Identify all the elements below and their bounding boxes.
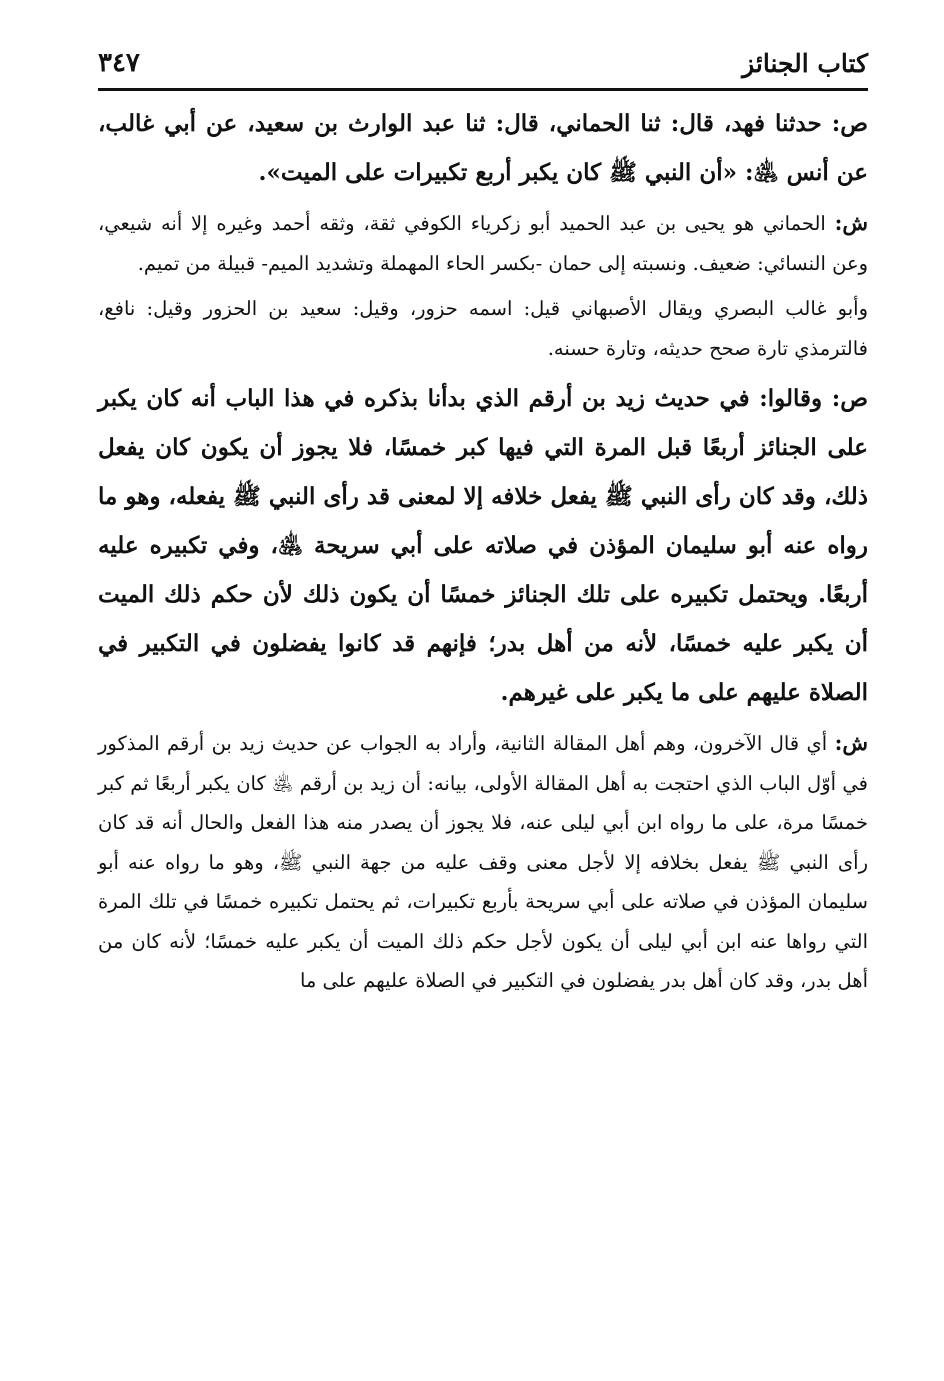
page-number: ٣٤٧ [98, 48, 140, 78]
running-title: كتاب الجنائز [742, 49, 868, 78]
commentary-text: وأبو غالب البصري ويقال الأصبهاني قيل: اسمه حزور، وقيل: سعيد بن الحزور وقيل: نافع، فالترمذي تارة صحح حديثه، وتارة حسنه. [98, 297, 869, 360]
sharh-text: الحماني هو يحيى بن عبد الحميد أبو زكرياء الكوفي ثقة، وثقه أحمد وغيره إلا أنه شيعي، وعن النسائي: ضعيف. ونسبته إلى حمان -بكسر الحاء المهملة وتشديد الميم- قبيلة من تميم. [98, 212, 868, 275]
sharh-paragraph-1 [98, 203, 868, 283]
shin-marker: ش: [834, 210, 869, 235]
book-page [98, 36, 868, 1007]
matn-text: حدثنا فهد، قال: ثنا الحماني، قال: ثنا عبد الوارث بن سعيد، عن أبي غالب، عن أنس ﵁: «أن النبي ﷺ كان يكبر أربع تكبيرات على الميت». [98, 110, 868, 186]
shin-marker: ش: [834, 730, 868, 755]
running-header [98, 36, 868, 78]
sad-marker: ص: [831, 385, 868, 412]
matn-text: وقالوا: في حديث زيد بن أرقم الذي بدأنا بذكره في هذا الباب أنه كان يكبر على الجنائز أربعًا قبل المرة التي فيها كبر خمسًا، فلا يجوز أن يكون كان يفعل ذلك، وقد كان رأى النبي ﷺ يفعل خلافه إلا لمعنى قد رأى النبي ﷺ يفعله، وهو ما رواه عنه أبو سليمان المؤذن في صلاته على أبي سريحة ﵁، وفي تكبيره عليه أربعًا. ويحتمل تكبيره على تلك الجنائز خمسًا أن يكون ذلك لأن حكم ذلك الميت أن يكبر عليه خمسًا، لأنه من أهل بدر؛ فإنهم قد كانوا يفضلون في التكبير في الصلاة عليهم على ما يكبر على غيرهم. [98, 385, 868, 706]
matn-paragraph-1 [98, 99, 868, 197]
sharh-text: أي قال الآخرون، وهم أهل المقالة الثانية، وأراد به الجواب عن حديث زيد بن أرقم المذكور في أوّل الباب الذي احتجت به أهل المقالة الأولى، بيانه: أن زيد بن أرقم ﵁ كان يكبر أربعًا ثم كبر خمسًا مرة، على ما رواه ابن أبي ليلى عنه، فلا يجوز أن يصدر منه هذا الفعل والحال أنه قد كان رأى النبي ﷺ يفعل بخلافه إلا لأجل معنى وقف عليه من جهة النبي ﷺ، وهو ما رواه عنه أبو سليمان المؤذن في صلاته على أبي سريحة بأربع تكبيرات، ثم يحتمل تكبيره خمسًا في تلك المرة التي رواها عنه ابن أبي ليلى أن يكون لأجل حكم ذلك الميت أن يكبر عليه خمسًا؛ لأنه كان من أهل بدر، وقد كان أهل بدر يفضلون في التكبير في الصلاة عليهم على ما [98, 732, 868, 992]
matn-paragraph-2 [98, 374, 868, 717]
sharh-paragraph-2 [98, 723, 868, 1001]
sad-marker: ص: [831, 110, 868, 137]
header-rule [98, 88, 868, 91]
commentary-paragraph [98, 289, 868, 368]
